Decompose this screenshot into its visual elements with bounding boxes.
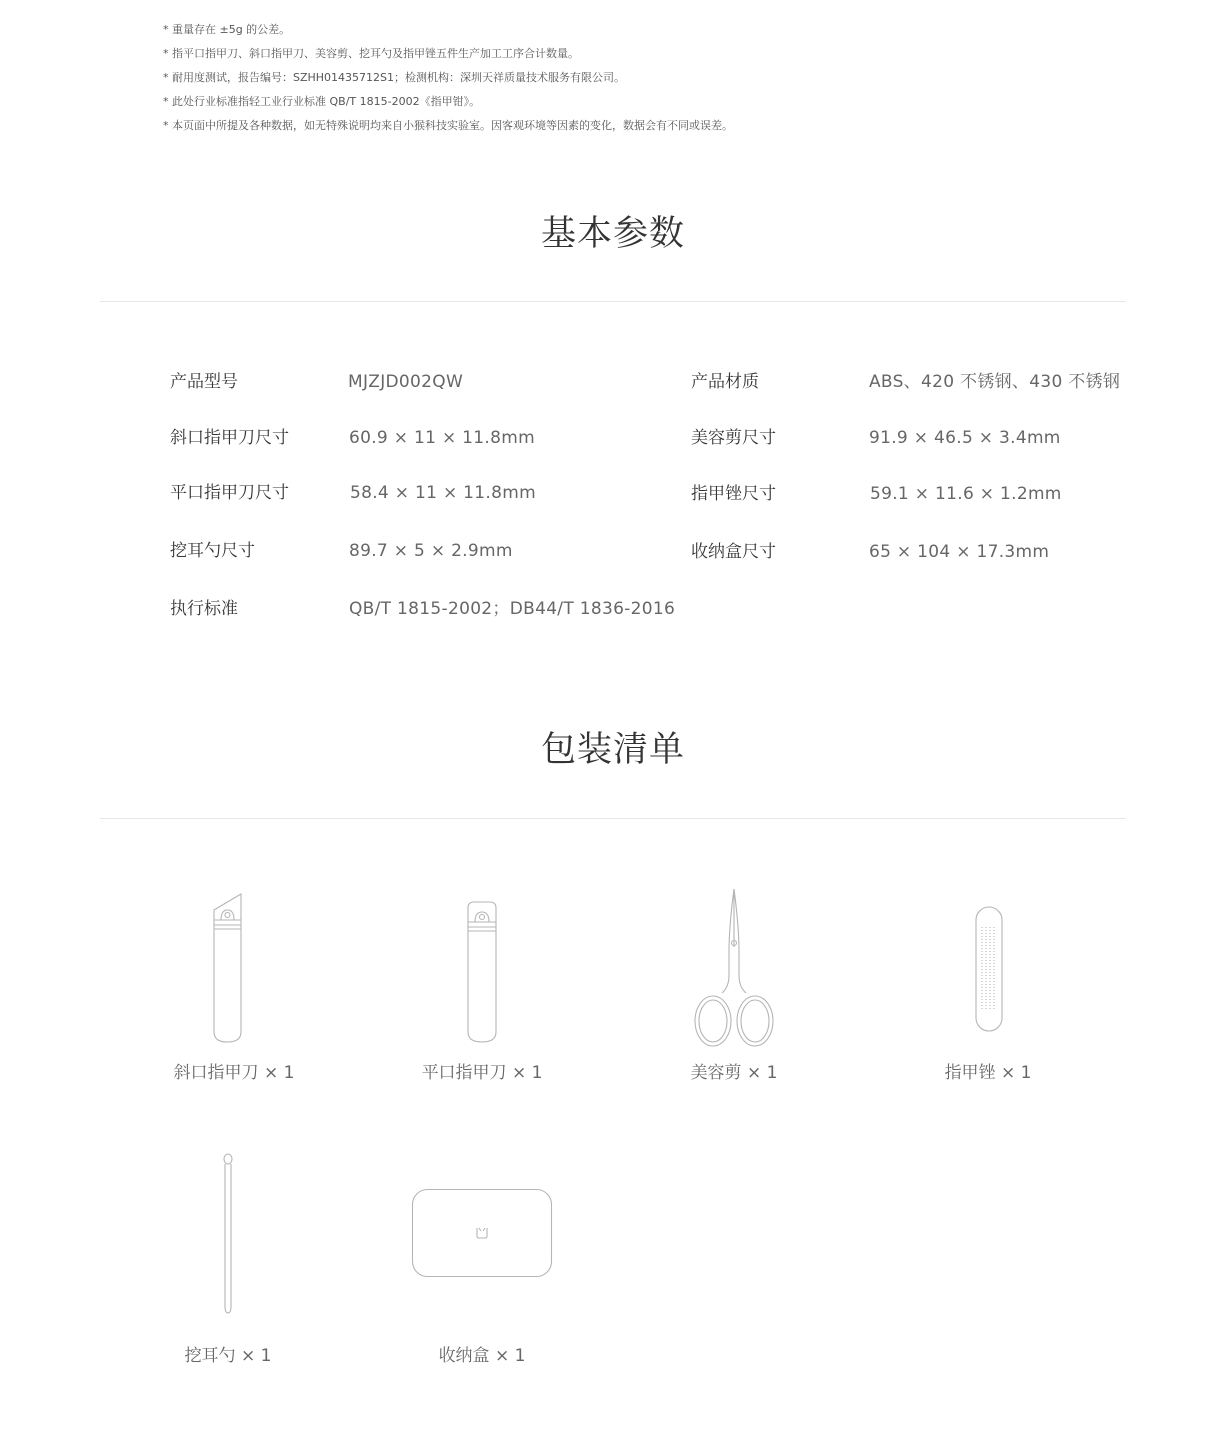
ear-pick-icon xyxy=(220,1150,236,1316)
spec-label-model: 产品型号 xyxy=(170,372,238,392)
spec-value-model: MJZJD002QW xyxy=(348,372,464,392)
beauty-scissors-icon xyxy=(692,887,776,1051)
footnote: * 此处行业标准指轻工业行业标准 QB/T 1815-2002《指甲钳》。 xyxy=(163,95,481,108)
spec-value-box-size: 65 × 104 × 17.3mm xyxy=(869,542,1050,562)
specs-divider xyxy=(100,301,1126,302)
spec-value-material: ABS、420 不锈钢、430 不锈钢 xyxy=(869,372,1121,392)
spec-label-ear-pick-size: 挖耳勺尺寸 xyxy=(170,541,255,561)
specs-section-title: 基本参数 xyxy=(540,214,685,254)
spec-label-nail-file-size: 指甲锉尺寸 xyxy=(691,484,776,504)
spec-label-standard: 执行标准 xyxy=(170,599,238,619)
spec-value-slant-clipper-size: 60.9 × 11 × 11.8mm xyxy=(349,428,535,448)
footnote: * 重量存在 ±5g 的公差。 xyxy=(163,23,291,36)
package-section-title: 包装清单 xyxy=(540,730,685,770)
item-caption-flat-clipper: 平口指甲刀 × 1 xyxy=(421,1063,543,1083)
spec-value-ear-pick-size: 89.7 × 5 × 2.9mm xyxy=(349,541,513,561)
item-caption-slant-clipper: 斜口指甲刀 × 1 xyxy=(173,1063,295,1083)
spec-label-slant-clipper-size: 斜口指甲刀尺寸 xyxy=(170,428,289,448)
footnote: * 指平口指甲刀、斜口指甲刀、美容剪、挖耳勺及指甲锉五件生产加工工序合计数量。 xyxy=(163,47,579,60)
item-caption-scissors: 美容剪 × 1 xyxy=(690,1063,778,1083)
spec-value-scissors-size: 91.9 × 46.5 × 3.4mm xyxy=(869,428,1061,448)
flat-nail-clipper-icon xyxy=(462,898,502,1044)
spec-label-material: 产品材质 xyxy=(691,372,759,392)
item-caption-nail-file: 指甲锉 × 1 xyxy=(944,1063,1032,1083)
spec-label-scissors-size: 美容剪尺寸 xyxy=(691,428,776,448)
spec-value-standard: QB/T 1815-2002；DB44/T 1836-2016 xyxy=(349,599,676,619)
package-divider xyxy=(100,818,1126,819)
footnote: * 耐用度测试，报告编号：SZHH01435712S1；检测机构：深圳天祥质量技术服务有限公司。 xyxy=(163,71,626,84)
item-caption-storage-box: 收纳盒 × 1 xyxy=(438,1346,526,1366)
spec-value-nail-file-size: 59.1 × 11.6 × 1.2mm xyxy=(870,484,1062,504)
nail-file-icon xyxy=(974,905,1004,1033)
footnotes xyxy=(163,18,1163,138)
spec-value-flat-clipper-size: 58.4 × 11 × 11.8mm xyxy=(350,483,536,503)
spec-label-box-size: 收纳盒尺寸 xyxy=(691,542,776,562)
spec-label-flat-clipper-size: 平口指甲刀尺寸 xyxy=(170,483,289,503)
footnote: * 本页面中所提及各种数据，如无特殊说明均来自小猴科技实验室。因客观环境等因素的变化，数据会有不同或误差。 xyxy=(163,119,733,132)
storage-box-icon xyxy=(411,1188,553,1278)
slant-nail-clipper-icon xyxy=(207,892,247,1044)
item-caption-ear-pick: 挖耳勺 × 1 xyxy=(184,1346,272,1366)
